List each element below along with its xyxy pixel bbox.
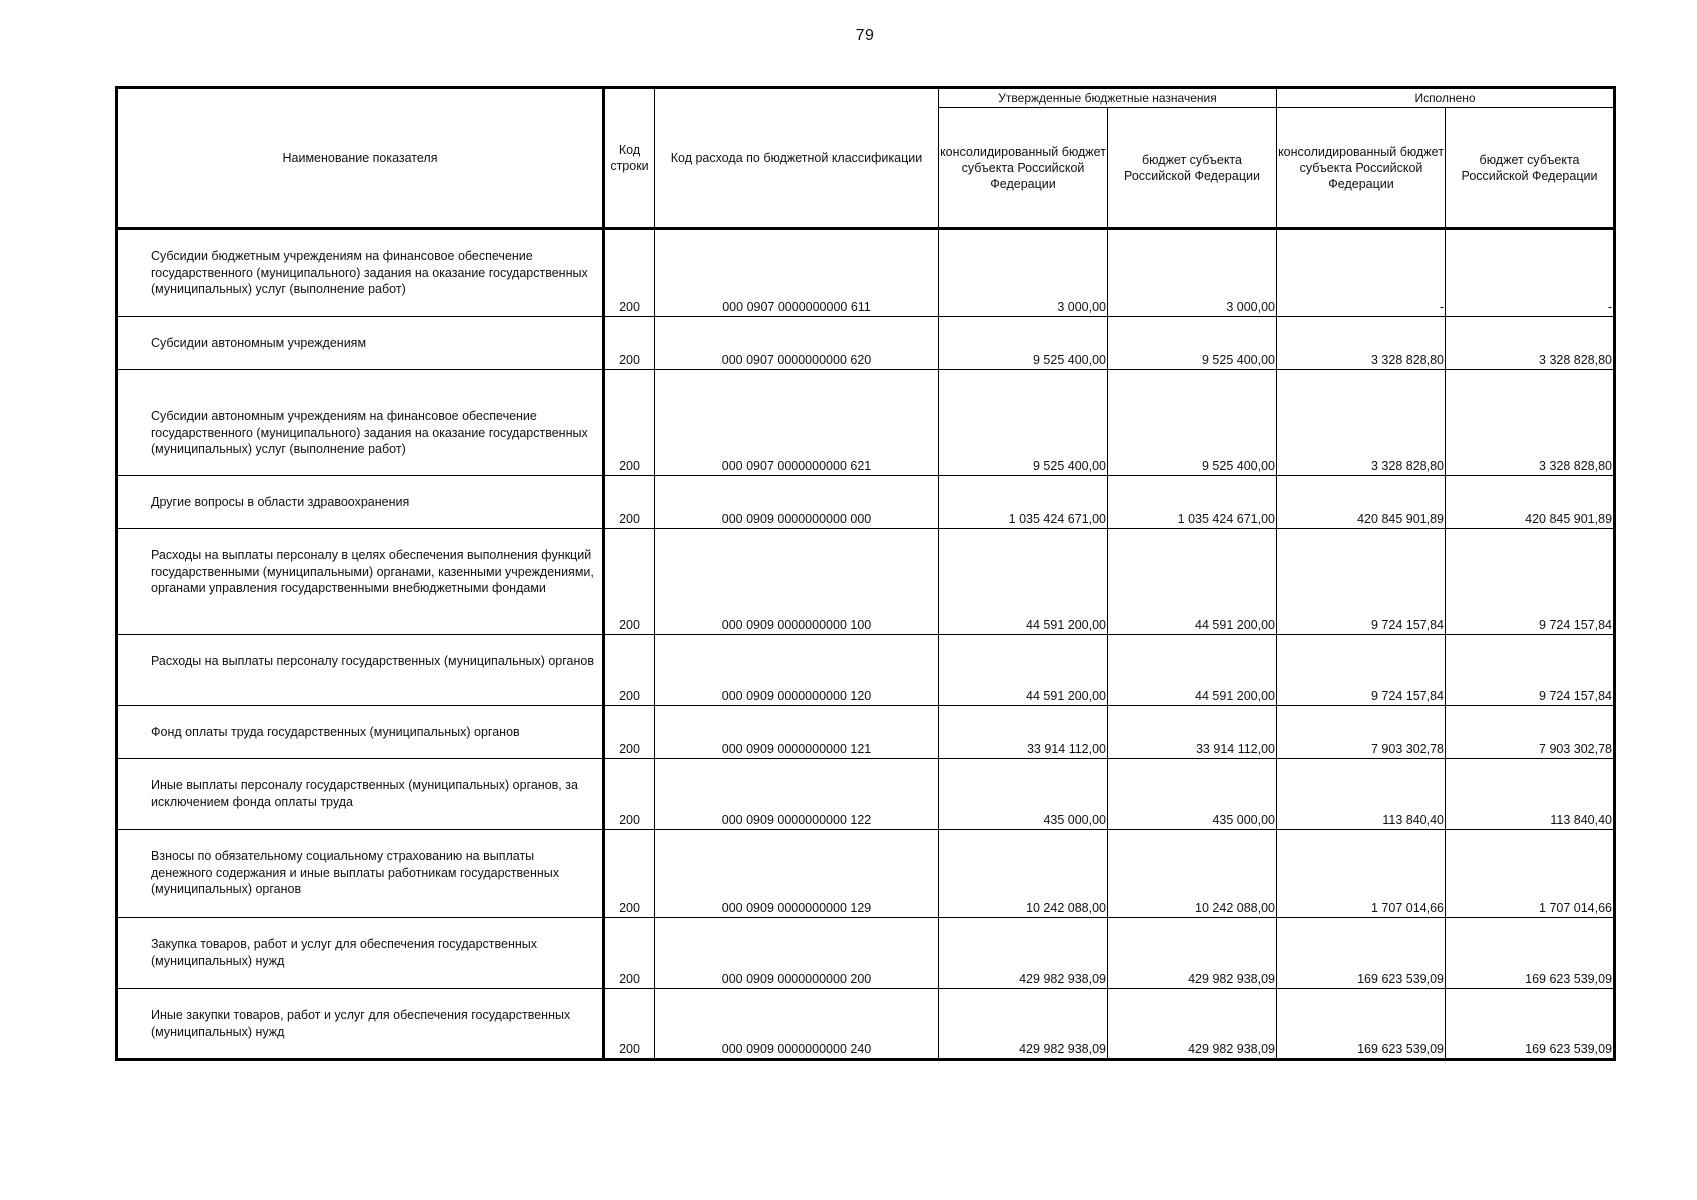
header-line-code: Код строки (604, 88, 655, 229)
budget-classification-code: 000 0909 0000000000 200 (655, 918, 939, 989)
executed-consolidated-value: 9 724 157,84 (1277, 635, 1446, 706)
indicator-name: Субсидии автономным учреждениям на финансовое обеспечение государственного (муниципального) задания на оказание государственных (муниципальных) услуг (выполнение работ) (117, 370, 604, 476)
indicator-name: Взносы по обязательному социальному страхованию на выплаты денежного содержания и иные выплаты работникам государственных (муниципальных) органов (117, 830, 604, 918)
approved-subject-value: 429 982 938,09 (1108, 989, 1277, 1060)
line-code: 200 (604, 989, 655, 1060)
executed-consolidated-value: 7 903 302,78 (1277, 706, 1446, 759)
executed-subject-value: 113 840,40 (1446, 759, 1615, 830)
line-code: 200 (604, 918, 655, 989)
line-code: 200 (604, 830, 655, 918)
approved-subject-value: 3 000,00 (1108, 229, 1277, 317)
table-row (117, 918, 1615, 989)
header-indicator-name: Наименование показателя (117, 88, 604, 229)
executed-consolidated-value: 3 328 828,80 (1277, 317, 1446, 370)
executed-subject-value: 9 724 157,84 (1446, 529, 1615, 635)
approved-consolidated-value: 3 000,00 (939, 229, 1108, 317)
approved-subject-value: 44 591 200,00 (1108, 529, 1277, 635)
header-approved-budget-group: Утвержденные бюджетные назначения (939, 88, 1277, 108)
executed-consolidated-value: 1 707 014,66 (1277, 830, 1446, 918)
budget-classification-code: 000 0909 0000000000 100 (655, 529, 939, 635)
indicator-name: Расходы на выплаты персоналу государственных (муниципальных) органов (117, 635, 604, 706)
line-code: 200 (604, 229, 655, 317)
budget-classification-code: 000 0909 0000000000 122 (655, 759, 939, 830)
approved-subject-value: 1 035 424 671,00 (1108, 476, 1277, 529)
header-executed-consolidated: консолидированный бюджет субъекта Российской Федерации (1277, 108, 1446, 229)
budget-classification-code: 000 0909 0000000000 000 (655, 476, 939, 529)
indicator-name: Другие вопросы в области здравоохранения (117, 476, 604, 529)
table-row (117, 635, 1615, 706)
approved-subject-value: 435 000,00 (1108, 759, 1277, 830)
executed-consolidated-value: - (1277, 229, 1446, 317)
approved-consolidated-value: 44 591 200,00 (939, 529, 1108, 635)
header-approved-consolidated: консолидированный бюджет субъекта Российской Федерации (939, 108, 1108, 229)
executed-subject-value: - (1446, 229, 1615, 317)
executed-subject-value: 3 328 828,80 (1446, 317, 1615, 370)
executed-consolidated-value: 420 845 901,89 (1277, 476, 1446, 529)
table-row (117, 476, 1615, 529)
approved-consolidated-value: 9 525 400,00 (939, 317, 1108, 370)
approved-subject-value: 44 591 200,00 (1108, 635, 1277, 706)
budget-classification-code: 000 0909 0000000000 240 (655, 989, 939, 1060)
header-executed-subject: бюджет субъекта Российской Федерации (1446, 108, 1615, 229)
budget-classification-code: 000 0909 0000000000 129 (655, 830, 939, 918)
indicator-name: Фонд оплаты труда государственных (муниципальных) органов (117, 706, 604, 759)
table-row (117, 370, 1615, 476)
header-budget-classification-code: Код расхода по бюджетной классификации (655, 88, 939, 229)
indicator-name: Иные выплаты персоналу государственных (муниципальных) органов, за исключением фонда оплаты труда (117, 759, 604, 830)
table-row (117, 706, 1615, 759)
approved-consolidated-value: 435 000,00 (939, 759, 1108, 830)
approved-consolidated-value: 33 914 112,00 (939, 706, 1108, 759)
header-approved-subject: бюджет субъекта Российской Федерации (1108, 108, 1277, 229)
line-code: 200 (604, 476, 655, 529)
executed-subject-value: 169 623 539,09 (1446, 918, 1615, 989)
approved-subject-value: 9 525 400,00 (1108, 317, 1277, 370)
line-code: 200 (604, 635, 655, 706)
approved-subject-value: 429 982 938,09 (1108, 918, 1277, 989)
line-code: 200 (604, 529, 655, 635)
executed-subject-value: 7 903 302,78 (1446, 706, 1615, 759)
executed-subject-value: 3 328 828,80 (1446, 370, 1615, 476)
budget-classification-code: 000 0907 0000000000 621 (655, 370, 939, 476)
table-row (117, 759, 1615, 830)
executed-consolidated-value: 113 840,40 (1277, 759, 1446, 830)
line-code: 200 (604, 706, 655, 759)
executed-consolidated-value: 169 623 539,09 (1277, 918, 1446, 989)
table-row (117, 229, 1615, 317)
budget-classification-code: 000 0909 0000000000 121 (655, 706, 939, 759)
table-row (117, 529, 1615, 635)
page-number: 79 (855, 27, 875, 44)
approved-subject-value: 33 914 112,00 (1108, 706, 1277, 759)
table-row (117, 830, 1615, 918)
executed-subject-value: 169 623 539,09 (1446, 989, 1615, 1060)
approved-consolidated-value: 429 982 938,09 (939, 989, 1108, 1060)
approved-consolidated-value: 9 525 400,00 (939, 370, 1108, 476)
approved-consolidated-value: 429 982 938,09 (939, 918, 1108, 989)
indicator-name: Иные закупки товаров, работ и услуг для обеспечения государственных (муниципальных) нужд (117, 989, 604, 1060)
table-row (117, 989, 1615, 1060)
approved-consolidated-value: 1 035 424 671,00 (939, 476, 1108, 529)
indicator-name: Субсидии бюджетным учреждениям на финансовое обеспечение государственного (муниципального) задания на оказание государственных (муниципальных) услуг (выполнение работ) (117, 229, 604, 317)
header-executed-group: Исполнено (1277, 88, 1615, 108)
executed-subject-value: 420 845 901,89 (1446, 476, 1615, 529)
executed-consolidated-value: 3 328 828,80 (1277, 370, 1446, 476)
table-row (117, 317, 1615, 370)
executed-subject-value: 1 707 014,66 (1446, 830, 1615, 918)
line-code: 200 (604, 317, 655, 370)
approved-consolidated-value: 10 242 088,00 (939, 830, 1108, 918)
line-code: 200 (604, 370, 655, 476)
budget-classification-code: 000 0907 0000000000 620 (655, 317, 939, 370)
indicator-name: Закупка товаров, работ и услуг для обеспечения государственных (муниципальных) нужд (117, 918, 604, 989)
approved-consolidated-value: 44 591 200,00 (939, 635, 1108, 706)
executed-subject-value: 9 724 157,84 (1446, 635, 1615, 706)
executed-consolidated-value: 169 623 539,09 (1277, 989, 1446, 1060)
indicator-name: Расходы на выплаты персоналу в целях обеспечения выполнения функций государственными (муниципальными) органами, казенными учреждениями, органами управления государственными внебюджетными фондами (117, 529, 604, 635)
line-code: 200 (604, 759, 655, 830)
budget-classification-code: 000 0907 0000000000 611 (655, 229, 939, 317)
approved-subject-value: 9 525 400,00 (1108, 370, 1277, 476)
budget-execution-table (115, 86, 1616, 1061)
executed-consolidated-value: 9 724 157,84 (1277, 529, 1446, 635)
budget-classification-code: 000 0909 0000000000 120 (655, 635, 939, 706)
indicator-name: Субсидии автономным учреждениям (117, 317, 604, 370)
approved-subject-value: 10 242 088,00 (1108, 830, 1277, 918)
